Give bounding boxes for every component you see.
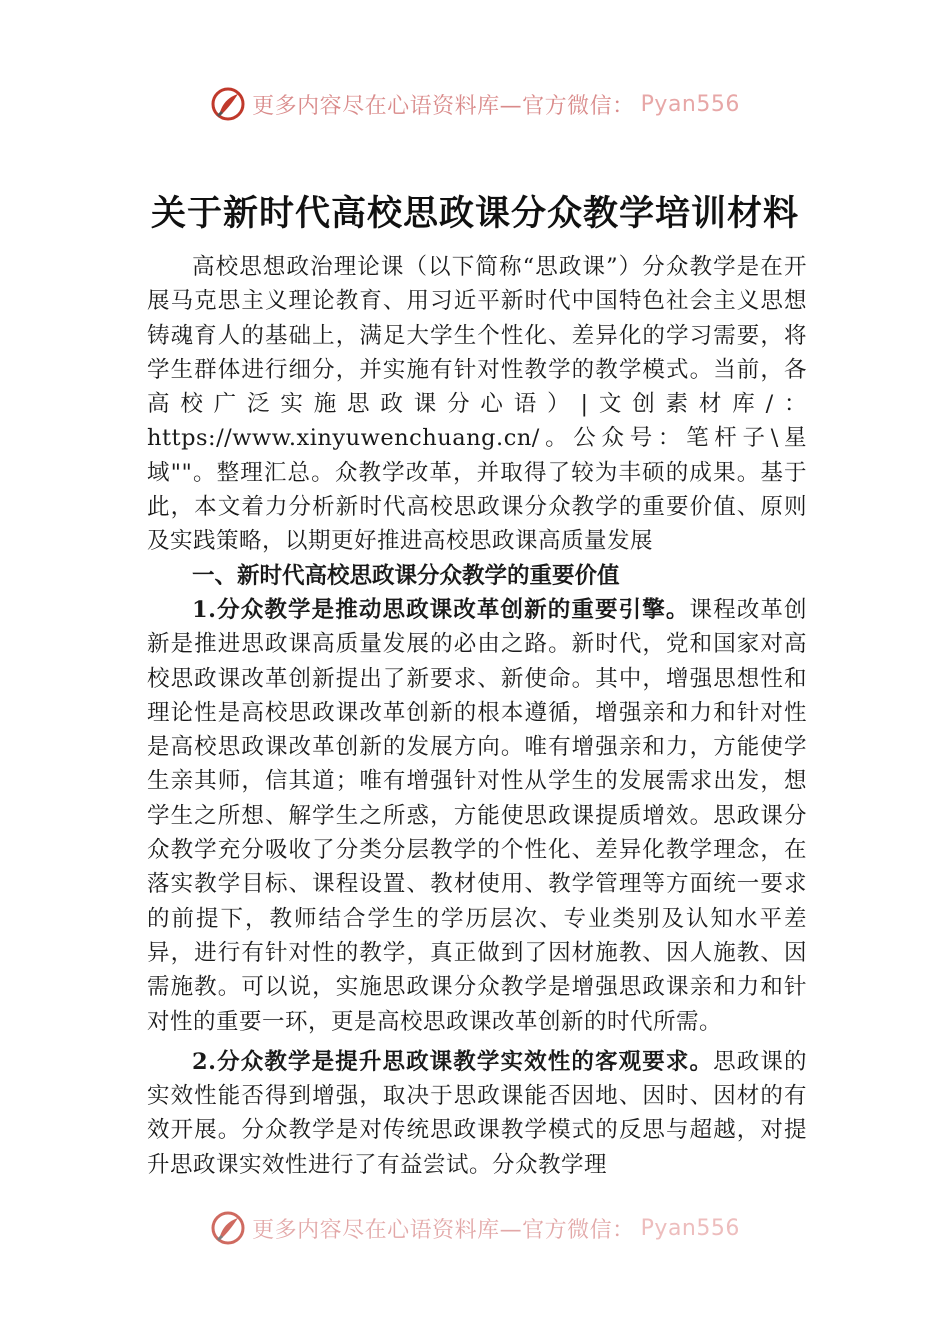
section-heading: 一、新时代高校思政课分众教学的重要价值 xyxy=(192,562,620,589)
document-body xyxy=(147,250,807,1182)
paragraph-1 xyxy=(147,593,807,1039)
brush-logo-icon xyxy=(210,1210,246,1246)
watermark-text: 更多内容尽在心语资料库—官方微信： xyxy=(252,1217,635,1243)
watermark-text: 更多内容尽在心语资料库—官方微信： xyxy=(252,93,635,119)
paragraph-2 xyxy=(147,1045,807,1182)
watermark-banner-bottom xyxy=(0,1206,950,1250)
watermark-id: Pyan556 xyxy=(640,1215,740,1241)
paragraph-2-lead: 2.分众教学是提升思政课教学实效性的客观要求。 xyxy=(192,1048,714,1075)
paragraph-1-lead: 1.分众教学是推动思政课改革创新的重要引擎。 xyxy=(192,596,690,623)
brush-logo-icon xyxy=(210,86,246,122)
watermark-banner-top xyxy=(0,82,950,126)
watermark-id: Pyan556 xyxy=(640,91,740,117)
paragraph-1-body: 课程改革创新是推进思政课高质量发展的必由之路。新时代，党和国家对高校思政课改革创新提出了新要求、新使命。其中，增强思想性和理论性是高校思政课改革创新的根本遵循，增强亲和力和针对性是高校思政课改革创新的发展方向。唯有增强亲和力，方能使学生亲其师，信其道；唯有增强针对性从学生的发展需求出发，想学生之所想、解学生之所惑，方能使思政课提质增效。思政课分众教学充分吸收了分类分层教学的个性化、差异化教学理念，在落实教学目标、课程设置、教材使用、教学管理等方面统一要求的前提下，教师结合学生的学历层次、专业类别及认知水平差异，进行有针对性的教学，真正做到了因材施教、因人施教、因需施教。可以说，实施思政课分众教学是增强思政课亲和力和针对性的重要一环，更是高校思政课改革创新的时代所需。 xyxy=(147,596,807,1035)
intro-paragraph: 高校思想政治理论课（以下简称“思政课”）分众教学是在开展马克思主义理论教育、用习近平新时代中国特色社会主义思想铸魂育人的基础上，满足大学生个性化、差异化的学习需要，将学生群体进行细分，并实施有针对性教学的教学模式。当前，各高校广泛实施思政课分心语）|文创素材库/：https://www.xinyuwenchuang.cn/。公众号：笔杆子\星域""。整理汇总。众教学改革，并取得了较为丰硕的成果。基于此，本文着力分析新时代高校思政课分众教学的重要价值、原则及实践策略，以期更好推进高校思政课高质量发展 xyxy=(147,254,807,555)
document-title: 关于新时代高校思政课分众教学培训材料 xyxy=(150,193,799,234)
paragraph-2-body: 思政课的实效性能否得到增强，取决于思政课能否因地、因时、因材的有效开展。分众教学是对传统思政课教学模式的反思与超越，对提升思政课实效性进行了有益尝试。分众教学理 xyxy=(147,1048,807,1178)
